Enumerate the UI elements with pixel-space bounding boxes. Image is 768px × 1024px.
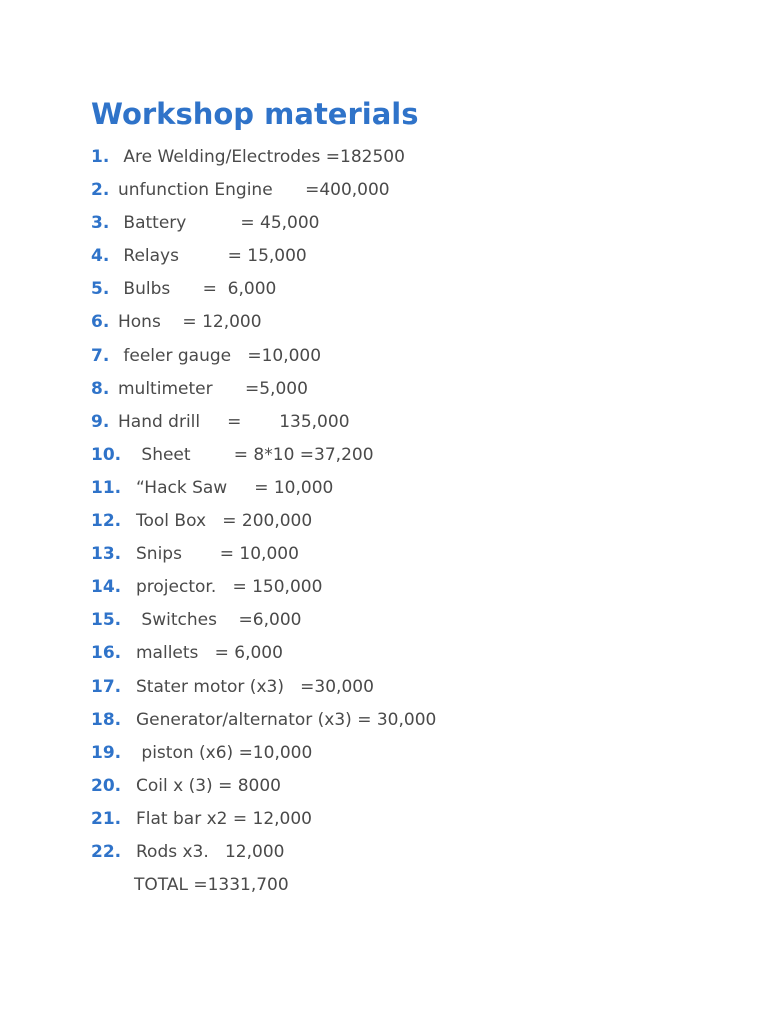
item-number: 12. (91, 511, 122, 532)
item-number: 19. (91, 742, 122, 763)
item-text: Sheet = 8*10 =37,200 (136, 444, 374, 465)
item-number: 5. (91, 279, 110, 300)
item-text: Hons = 12,000 (118, 312, 262, 333)
item-text: Tool Box = 200,000 (136, 511, 313, 532)
item-text: Rods x3. 12,000 (136, 841, 285, 862)
item-text: Flat bar x2 = 12,000 (136, 808, 313, 829)
item-number: 1. (91, 147, 110, 167)
list-item (0, 540, 299, 573)
item-text: Battery = 45,000 (118, 213, 320, 234)
list-item (0, 408, 350, 441)
item-text: multimeter =5,000 (118, 378, 308, 399)
total-line: TOTAL =1331,700 (134, 875, 289, 895)
item-number: 11. (91, 477, 122, 498)
item-number: 4. (91, 246, 110, 267)
list-item (0, 838, 285, 871)
list-item (0, 176, 390, 209)
item-number: 10. (91, 444, 122, 465)
item-number: 6. (91, 312, 110, 333)
list-item (0, 474, 334, 507)
item-number: 21. (91, 808, 122, 829)
item-text: Coil x (3) = 8000 (136, 775, 281, 796)
list-item (0, 805, 313, 838)
item-number: 16. (91, 643, 122, 664)
list-item (0, 507, 313, 540)
item-number: 20. (91, 775, 122, 796)
list-item (0, 143, 405, 176)
materials-list (0, 143, 437, 871)
document-title: Workshop materials (91, 97, 419, 131)
list-item (0, 342, 322, 375)
item-number: 7. (91, 345, 110, 366)
list-item (0, 739, 313, 772)
item-text: unfunction Engine =400,000 (118, 180, 390, 201)
list-item (0, 639, 283, 672)
item-text: Generator/alternator (x3) = 30,000 (136, 709, 437, 730)
item-number: 14. (91, 577, 122, 598)
item-number: 17. (91, 676, 122, 697)
list-item (0, 308, 262, 341)
item-number: 2. (91, 180, 110, 201)
item-number: 9. (91, 411, 110, 432)
item-text: mallets = 6,000 (136, 643, 283, 664)
list-item (0, 209, 320, 242)
item-number: 18. (91, 709, 122, 730)
item-number: 8. (91, 378, 110, 399)
item-text: piston (x6) =10,000 (136, 742, 313, 763)
list-item (0, 242, 307, 275)
item-number: 15. (91, 610, 122, 631)
item-number: 3. (91, 213, 110, 234)
item-text: Switches =6,000 (136, 610, 302, 631)
item-text: Are Welding/Electrodes =182500 (118, 147, 405, 167)
list-item (0, 275, 277, 308)
list-item (0, 673, 374, 706)
item-number: 13. (91, 544, 122, 565)
item-text: Hand drill = 135,000 (118, 411, 350, 432)
item-number: 22. (91, 841, 122, 862)
list-item (0, 706, 437, 739)
item-text: Snips = 10,000 (136, 544, 299, 565)
item-text: Stater motor (x3) =30,000 (136, 676, 374, 697)
list-item (0, 441, 374, 474)
item-text: Relays = 15,000 (118, 246, 307, 267)
list-item (0, 573, 323, 606)
item-text: projector. = 150,000 (136, 577, 323, 598)
list-item (0, 606, 302, 639)
item-text: Bulbs = 6,000 (118, 279, 277, 300)
item-text: “Hack Saw = 10,000 (136, 477, 334, 498)
list-item (0, 375, 308, 408)
list-item (0, 772, 281, 805)
item-text: feeler gauge =10,000 (118, 345, 322, 366)
